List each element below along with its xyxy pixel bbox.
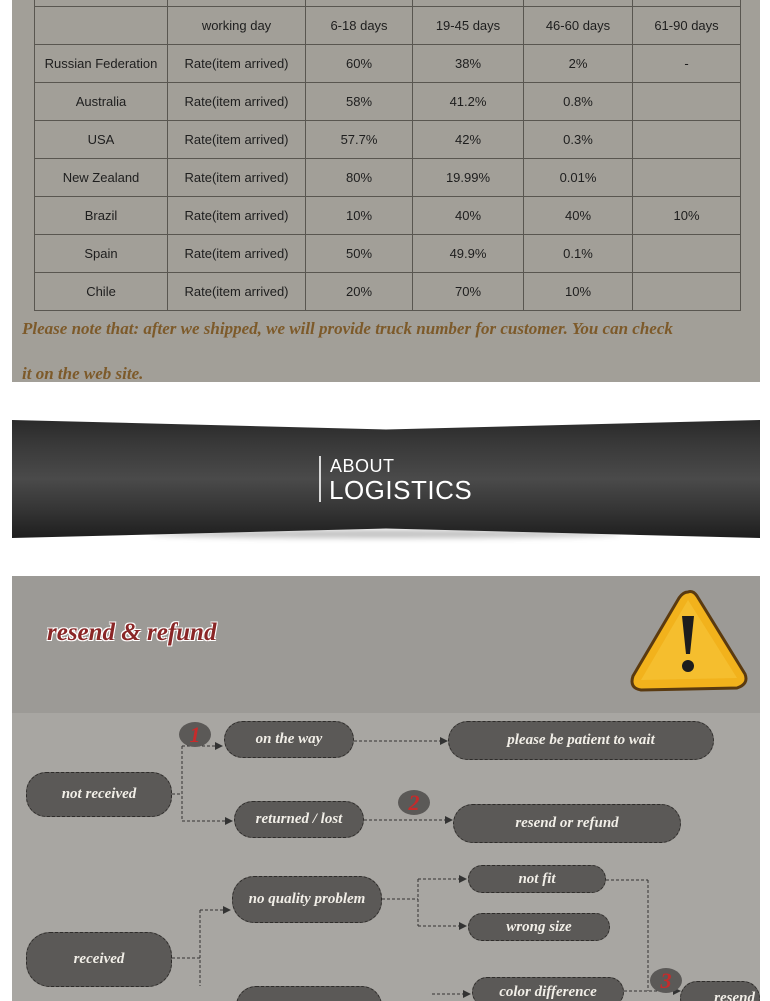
delivery-rate-table xyxy=(34,0,741,311)
country-cell: Chile xyxy=(35,273,168,311)
table-cell: 40% xyxy=(524,197,633,235)
header-cell: working day xyxy=(168,7,306,45)
table-cell xyxy=(633,121,741,159)
resend-refund-section xyxy=(12,576,760,1001)
no-quality-problem-node: no quality problem xyxy=(232,876,382,923)
table-cell: 80% xyxy=(306,159,413,197)
table-cell: 0.3% xyxy=(524,121,633,159)
table-cell: Rate(item arrived) xyxy=(168,273,306,311)
step-badge-2: 2 xyxy=(398,790,430,815)
resend-refund-title: resend & refund xyxy=(47,619,217,646)
step-badge-3: 3 xyxy=(650,968,682,993)
tracking-note-line2: it on the web site. xyxy=(22,364,144,383)
table-header-row xyxy=(35,7,741,45)
table-cell: 2% xyxy=(524,45,633,83)
table-row xyxy=(35,197,741,235)
table-cell: 42% xyxy=(413,121,524,159)
table-cell: - xyxy=(633,45,741,83)
banner-divider xyxy=(319,456,321,502)
header-cell: 61-90 days xyxy=(633,7,741,45)
table-cell: Rate(item arrived) xyxy=(168,45,306,83)
resend-or-refund-node: resend or refund xyxy=(453,804,681,843)
table-cell: Rate(item arrived) xyxy=(168,235,306,273)
wrong-size-node: wrong size xyxy=(468,913,610,941)
table-cell: 0.1% xyxy=(524,235,633,273)
table-cell: 60% xyxy=(306,45,413,83)
country-cell: Spain xyxy=(35,235,168,273)
tracking-note-line1: Please note that: after we shipped, we will provide truck number for customer. You can check xyxy=(22,319,673,338)
table-row xyxy=(35,235,741,273)
resend-node: resend xyxy=(680,981,760,1001)
table-row xyxy=(35,273,741,311)
country-cell: Australia xyxy=(35,83,168,121)
banner-title-small: ABOUT xyxy=(330,456,395,476)
country-cell: New Zealand xyxy=(35,159,168,197)
table-row xyxy=(35,83,741,121)
header-cell: 6-18 days xyxy=(306,7,413,45)
table-cell xyxy=(633,273,741,311)
table-row xyxy=(35,45,741,83)
table-cell: 0.8% xyxy=(524,83,633,121)
returned-lost-node: returned / lost xyxy=(234,801,364,838)
received-node: received xyxy=(26,932,172,987)
header-cell xyxy=(35,7,168,45)
table-cell: 58% xyxy=(306,83,413,121)
country-cell: USA xyxy=(35,121,168,159)
table-cell xyxy=(633,83,741,121)
table-cell: 20% xyxy=(306,273,413,311)
table-cell: 19.99% xyxy=(413,159,524,197)
table-row xyxy=(35,121,741,159)
table-cell: 50% xyxy=(306,235,413,273)
please-wait-node: please be patient to wait xyxy=(448,721,714,760)
country-cell: Russian Federation xyxy=(35,45,168,83)
table-cell: 49.9% xyxy=(413,235,524,273)
table-row xyxy=(35,159,741,197)
table-cell: 57.7% xyxy=(306,121,413,159)
table-cell: 10% xyxy=(306,197,413,235)
table-cell: 41.2% xyxy=(413,83,524,121)
color-difference-node: color difference xyxy=(472,977,624,1001)
not-received-node: not received xyxy=(26,772,172,817)
table-cell: Rate(item arrived) xyxy=(168,83,306,121)
on-the-way-node: on the way xyxy=(224,721,354,758)
quality-problem-node xyxy=(236,986,382,1001)
table-cell xyxy=(633,235,741,273)
not-fit-node: not fit xyxy=(468,865,606,893)
table-cell: 70% xyxy=(413,273,524,311)
table-cell xyxy=(633,159,741,197)
header-cell: 46-60 days xyxy=(524,7,633,45)
table-cell: 40% xyxy=(413,197,524,235)
banner-title-large: LOGISTICS xyxy=(329,475,473,505)
country-cell: Brazil xyxy=(35,197,168,235)
step-badge-1: 1 xyxy=(179,722,211,747)
header-cell: 19-45 days xyxy=(413,7,524,45)
table-cell: Rate(item arrived) xyxy=(168,159,306,197)
table-cell: 38% xyxy=(413,45,524,83)
table-cell: Rate(item arrived) xyxy=(168,121,306,159)
table-cell: Rate(item arrived) xyxy=(168,197,306,235)
table-cell: 10% xyxy=(524,273,633,311)
table-cell: 0.01% xyxy=(524,159,633,197)
table-cell: 10% xyxy=(633,197,741,235)
